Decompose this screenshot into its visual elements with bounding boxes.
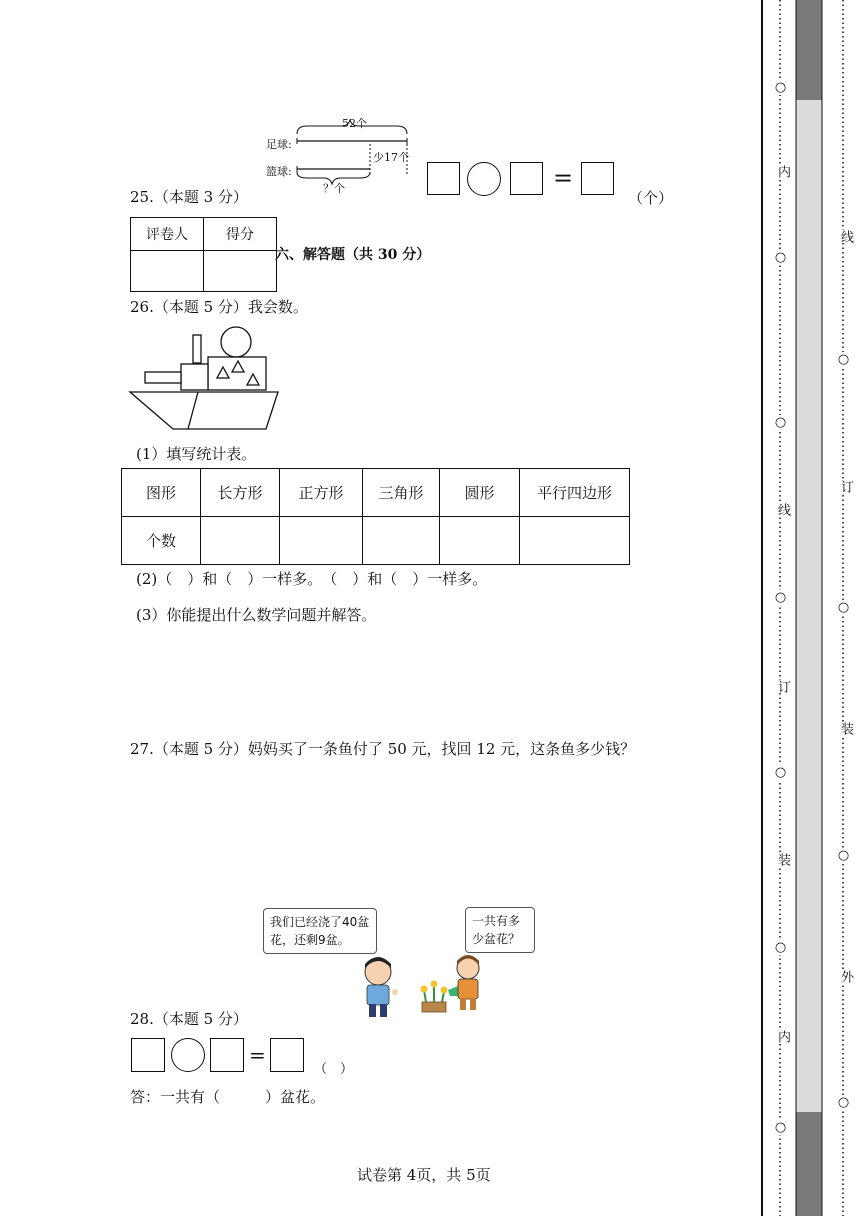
- q25-diagram-row2: 篮球:: [266, 165, 292, 178]
- outer-circle-mark: ○: [836, 600, 851, 615]
- inner-label-zhuang: 装: [775, 853, 790, 866]
- inner-circle-mark: ○: [773, 590, 788, 605]
- q28-unit: （ ）: [314, 1062, 354, 1077]
- q27-label: 27.（本题 5 分）妈妈买了一条鱼付了 50 元，找回 12 元，这条鱼多少钱？: [130, 740, 636, 758]
- stat-cell-parallelogram[interactable]: [520, 517, 630, 565]
- outer-label-ding: 订: [838, 480, 853, 493]
- q28-answer-box-3[interactable]: [270, 1038, 304, 1072]
- inner-label-line: 线: [775, 503, 790, 516]
- stat-header-rectangle: 长方形: [201, 469, 280, 517]
- outer-label-zhuang: 装: [838, 722, 853, 735]
- q26-sub1: (1）填写统计表。: [136, 445, 257, 463]
- outer-label-xian: 线: [838, 230, 853, 243]
- q25-answer-box-2[interactable]: [510, 162, 543, 195]
- stat-cell-triangle[interactable]: [363, 517, 440, 565]
- stat-header-shape: 图形: [122, 469, 201, 517]
- q28-answer-box-1[interactable]: [131, 1038, 165, 1072]
- q25-label: 25.（本题 3 分）: [130, 188, 248, 206]
- q26-statistics-table: [121, 468, 630, 565]
- stat-header-circle: 圆形: [440, 469, 520, 517]
- q25-diagram-row1: 足球:: [266, 138, 292, 151]
- stat-cell-rectangle[interactable]: [201, 517, 280, 565]
- q26-sub2: (2)（ ）和（ ）一样多。 （ ）和（ ）一样多。: [136, 570, 488, 588]
- inner-circle-mark: ○: [773, 80, 788, 95]
- stat-row-label-count: 个数: [122, 517, 201, 565]
- outer-circle-mark: ○: [836, 352, 851, 367]
- q28-operator-circle[interactable]: [171, 1038, 205, 1072]
- q26-label: 26.（本题 5 分）我会数。: [130, 298, 308, 316]
- binding-margin: [760, 0, 860, 1216]
- inner-label-ding: 订: [775, 680, 790, 693]
- inner-circle-mark: ○: [773, 765, 788, 780]
- q25-answer-box-3[interactable]: [581, 162, 614, 195]
- inner-label-nei-top: 内: [775, 165, 790, 178]
- inner-circle-mark: ○: [773, 415, 788, 430]
- inner-circle-mark: ○: [773, 940, 788, 955]
- stat-header-triangle: 三角形: [363, 469, 440, 517]
- q28-speech-bubble-right: 一共有多少盆花？: [465, 907, 535, 953]
- inner-circle-mark: ○: [773, 1120, 788, 1135]
- q25-diagram-less-label: 少17个: [373, 151, 409, 164]
- stat-header-parallelogram: 平行四边形: [520, 469, 630, 517]
- q25-diagram-bottom-label: ？个: [323, 182, 345, 195]
- q28-children-illustration: [350, 952, 490, 1024]
- q28-answer-line: 答：一共有（ ）盆花。: [130, 1088, 326, 1106]
- grader-score-table: [130, 217, 277, 292]
- section-6-title: 六、解答题（共 30 分）: [275, 247, 431, 263]
- q28-label: 28.（本题 5 分）: [130, 1010, 248, 1028]
- q28-equals-sign: =: [249, 1043, 266, 1067]
- q28-speech-bubble-left: 我们已经浇了40盆花，还剩9盆。: [263, 908, 377, 954]
- page-footer: 试卷第 4页，共 5页: [357, 1166, 491, 1184]
- inner-circle-mark: ○: [773, 250, 788, 265]
- q26-sub3: (3）你能提出什么数学问题并解答。: [136, 606, 377, 624]
- stat-header-square: 正方形: [280, 469, 363, 517]
- q25-equals-sign: =: [553, 164, 574, 192]
- q25-unit: （个）: [628, 189, 674, 207]
- outer-label-wai: 外: [838, 970, 853, 983]
- q26-boat-figure: [128, 322, 288, 434]
- stat-cell-circle[interactable]: [440, 517, 520, 565]
- grader-header: 评卷人: [131, 218, 204, 251]
- score-cell[interactable]: [204, 251, 277, 292]
- stat-cell-square[interactable]: [280, 517, 363, 565]
- q28-answer-box-2[interactable]: [210, 1038, 244, 1072]
- q25-diagram-top-label: 52个: [342, 117, 367, 130]
- q25-operator-circle[interactable]: [467, 162, 501, 196]
- outer-circle-mark: ○: [836, 848, 851, 863]
- q25-answer-box-1[interactable]: [427, 162, 460, 195]
- outer-circle-mark: ○: [836, 1095, 851, 1110]
- inner-label-nei-bottom: 内: [775, 1030, 790, 1043]
- score-header: 得分: [204, 218, 277, 251]
- grader-cell[interactable]: [131, 251, 204, 292]
